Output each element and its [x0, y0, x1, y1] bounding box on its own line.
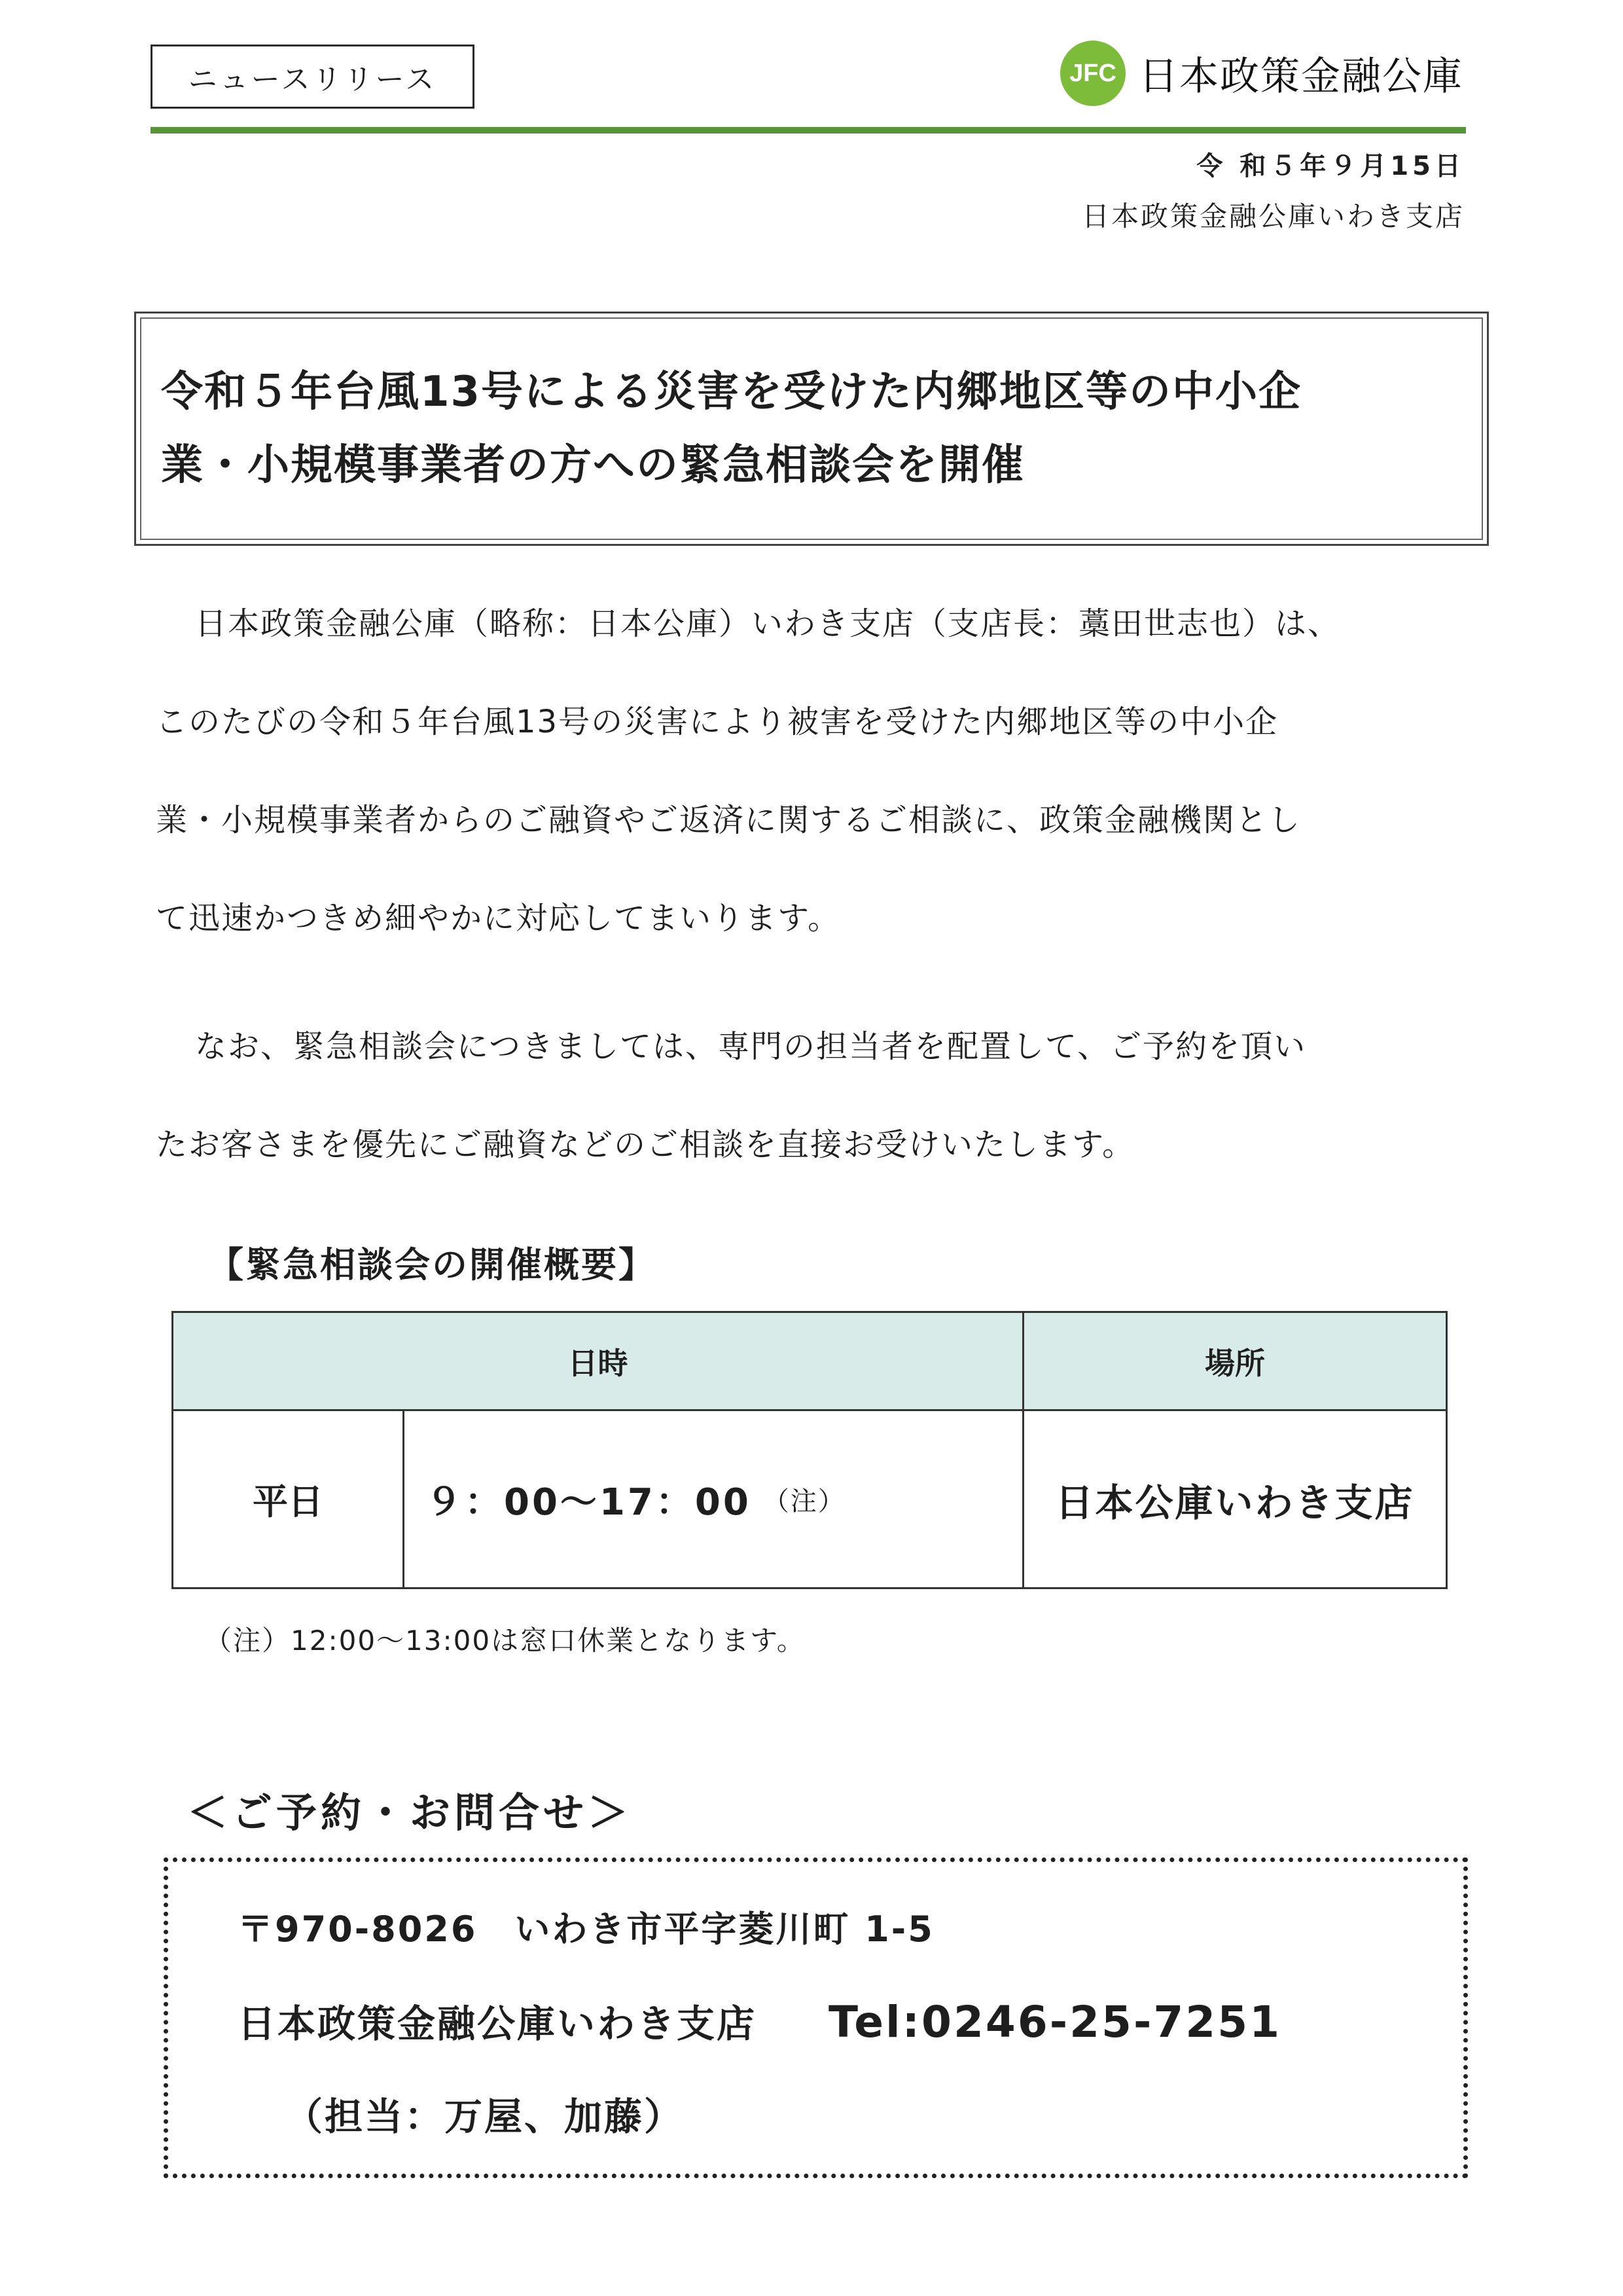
jfc-logo-icon: JFC — [1060, 41, 1126, 106]
header-place: 場所 — [1024, 1313, 1446, 1409]
title-line-2: 業・小規模事業者の方への緊急相談会を開催 — [161, 441, 1025, 490]
row-day: 平日 — [253, 1481, 323, 1522]
contact-branch: 日本政策金融公庫いわき支店 — [238, 2001, 757, 2046]
body-paragraph-1 — [156, 575, 1340, 967]
news-release-label: ニュースリリース — [151, 45, 474, 109]
paragraph-line: このたびの令和５年台風13号の災害により被害を受けた内郷地区等の中小企 — [156, 704, 1279, 740]
contact-heading: ＜ご予約・お問合せ＞ — [187, 1789, 633, 1837]
contact-box — [164, 1857, 1468, 2178]
release-date: 令 和５年９月15日 — [1196, 151, 1465, 181]
body-paragraph-2 — [156, 997, 1306, 1194]
header-divider — [151, 127, 1466, 134]
row-time-note: （注） — [762, 1486, 846, 1516]
issuer-name: 日本政策金融公庫いわき支店 — [1081, 200, 1465, 232]
contact-address: 〒970-8026 いわき市平字菱川町 1-5 — [238, 1909, 935, 1950]
summary-heading: 【緊急相談会の開催概要】 — [208, 1244, 656, 1285]
paragraph-line: たお客さまを優先にご融資などのご相談を直接お受けいたします。 — [156, 1126, 1135, 1163]
row-time — [404, 1411, 1022, 1587]
table-footnote: （注）12:00～13:00は窓口休業となります。 — [204, 1624, 806, 1657]
contact-staff: （担当：万屋、加藤） — [285, 2094, 685, 2139]
paragraph-line: 日本政策金融公庫（略称：日本公庫）いわき支店（支店長：藁田世志也）は、 — [195, 605, 1341, 642]
header-datetime: 日時 — [173, 1313, 1022, 1409]
row-place: 日本公庫いわき支店 — [1055, 1480, 1415, 1525]
jfc-logo — [1060, 41, 1463, 106]
contact-branch-line — [238, 1993, 1281, 2048]
paragraph-line: なお、緊急相談会につきましては、専門の担当者を配置して、ご予約を頂い — [195, 1028, 1307, 1065]
paragraph-line: 業・小規模事業者からのご融資やご返済に関するご相談に、政策金融機関とし — [156, 802, 1302, 838]
title-line-1: 令和５年台風13号による災害を受けた内郷地区等の中小企 — [161, 368, 1302, 416]
title-box — [134, 312, 1489, 546]
contact-tel: Tel:0246-25-7251 — [829, 1997, 1282, 2047]
paragraph-line: て迅速かつきめ細やかに対応してまいります。 — [156, 900, 841, 937]
consultation-table — [171, 1311, 1448, 1589]
row-time-value: ９：00～17：00 — [425, 1480, 751, 1524]
jfc-logo-name: 日本政策金融公庫 — [1139, 54, 1463, 99]
